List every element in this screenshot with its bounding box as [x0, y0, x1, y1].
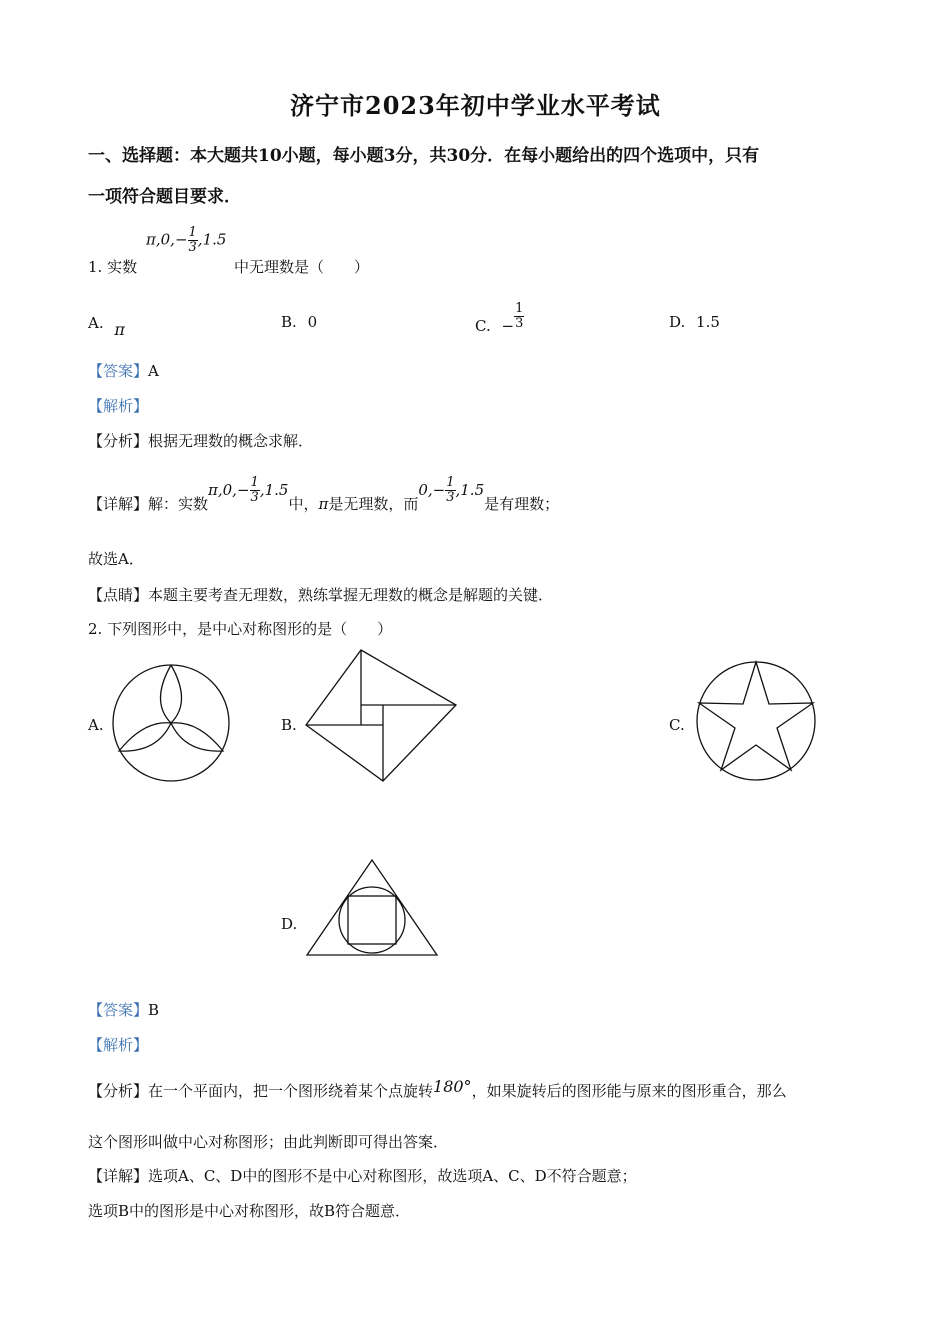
q1-conclusion: 故选A．	[88, 550, 144, 568]
q1-dianjing: 【点睛】本题主要考查无理数，熟练掌握无理数的概念是解题的关键．	[88, 586, 554, 604]
q1-option-d: D. 1.5	[669, 313, 720, 331]
q1-stem-suffix: 中无理数是（ ）	[234, 258, 370, 276]
q2-detail-line2: 选项B中的图形是中心对称图形，故B符合题意．	[88, 1202, 411, 1220]
q2-fenxi-line2: 这个图形叫做中心对称图形；由此判断即可得出答案．	[88, 1133, 449, 1151]
q2-analysis-tag: 【解析】	[88, 1036, 149, 1054]
q1-number-list: π,0,− $\frac{1}{3}$ ,1.5	[146, 225, 227, 255]
q1-option-b: B. 0	[281, 313, 318, 331]
q1-detail: 【详解】解：实数π,0,− $\frac{1}{3}$ ,1.5中，π是无理数，而0,− $\frac{1}{3}$ ,1.5是有理数；	[88, 475, 560, 513]
q1-option-c: C. − $\frac{1}{3}$	[475, 301, 524, 335]
q2-figure-b	[304, 648, 460, 784]
q2-label-b: B.	[281, 716, 297, 734]
q1-option-a: A. π	[88, 314, 125, 339]
q2-stem: 2. 下列图形中，是中心对称图形的是（ ）	[88, 620, 393, 638]
q2-figure-c	[695, 660, 817, 782]
q1-answer: 【答案】A	[88, 362, 159, 380]
q1-stem-prefix: 1. 实数	[88, 258, 138, 276]
q2-figure-a	[110, 662, 232, 784]
page-title: 济宁市2023年初中学业水平考试	[290, 91, 661, 120]
section-header-line2: 一项符合题目要求．	[88, 187, 241, 207]
q2-label-d: D.	[281, 915, 298, 933]
q2-figure-d	[305, 858, 439, 958]
q2-fenxi-line1: 【分析】在一个平面内，把一个图形绕着某个点旋转180°，如果旋转后的图形能与原来的图形重合，那么	[88, 1077, 787, 1100]
q2-detail-line1: 【详解】选项A、C、D中的图形不是中心对称图形，故选项A、C、D不符合题意；	[88, 1167, 637, 1185]
q1-fenxi: 【分析】根据无理数的概念求解．	[88, 432, 314, 450]
section-header-line1: 一、选择题：本大题共10小题，每小题3分，共30分．在每小题给出的四个选项中，只有	[88, 146, 760, 166]
q2-answer: 【答案】B	[88, 1001, 160, 1019]
q1-analysis-tag: 【解析】	[88, 397, 149, 415]
q2-label-a: A.	[88, 716, 104, 734]
q2-label-c: C.	[669, 716, 685, 734]
